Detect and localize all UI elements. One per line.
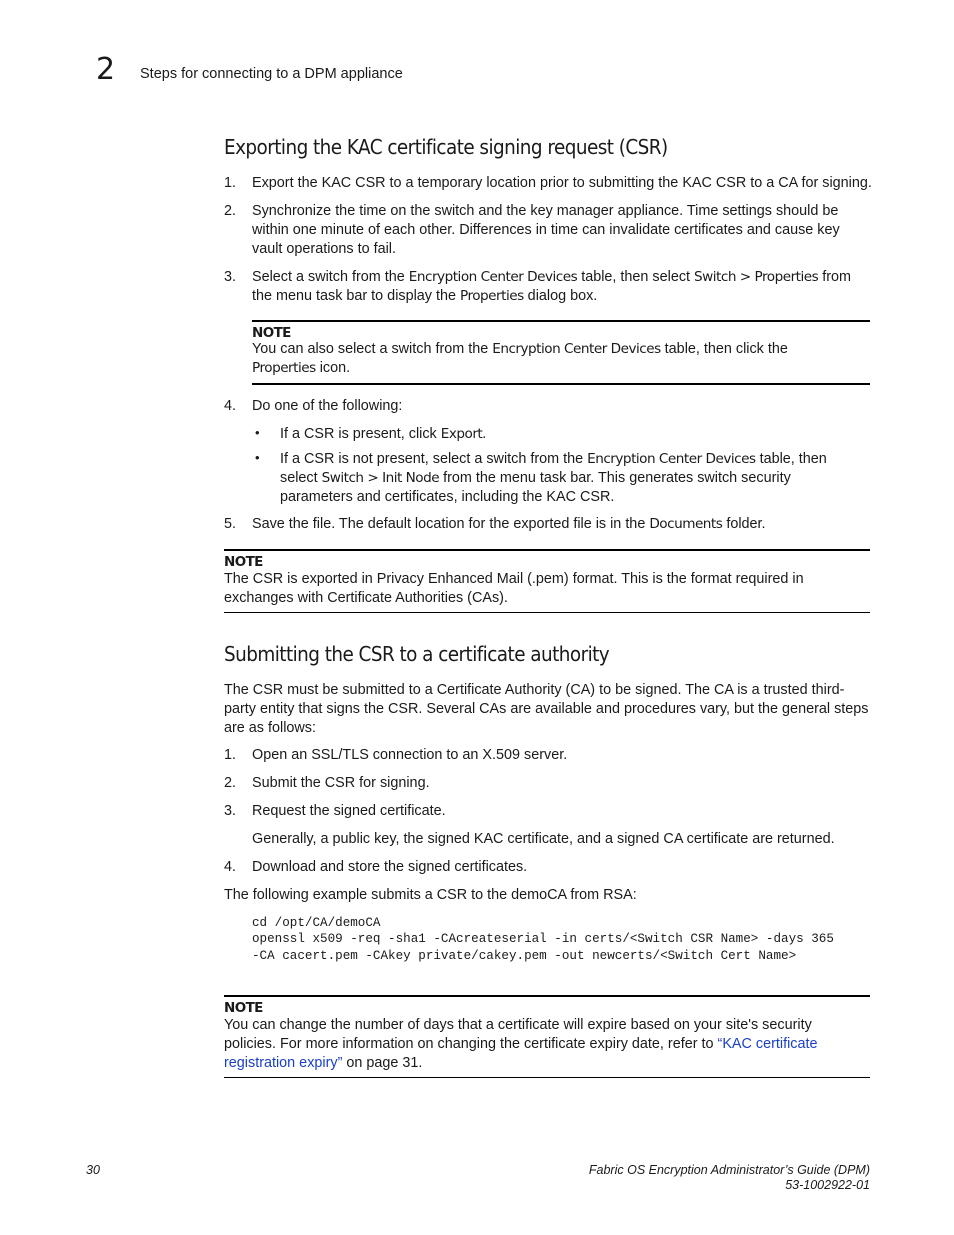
step-number: 4. xyxy=(224,859,237,875)
note-bottom-rule xyxy=(252,383,870,385)
step-save-file: Save the file. The default location for the exported file is in the Documents folder. xyxy=(252,516,766,532)
note-label: NOTE xyxy=(252,325,291,341)
step-open-connection: Open an SSL/TLS connection to an X.509 server. xyxy=(252,747,568,763)
code-line: -CA cacert.pem -CAkey private/cakey.pem -out newcerts/<Switch Cert Name> xyxy=(252,949,797,963)
bullet-item: If a CSR is present, click Export. xyxy=(280,426,487,442)
step-number: 2. xyxy=(224,775,237,791)
section-intro: The CSR must be submitted to a Certificate Authority (CA) to be signed. The CA is a trusted third-party entity that signs the CSR. Several CAs are available and procedures vary, but the general steps are as follows: xyxy=(224,682,869,736)
note-body: You can also select a switch from the Encryption Center Devices table, then click the Properties icon. xyxy=(252,341,788,376)
ui-term: Export xyxy=(440,426,483,442)
ui-term: Properties xyxy=(459,287,524,304)
step-number: 4. xyxy=(224,398,237,414)
section-heading-submit-csr: Submitting the CSR to a certificate authority xyxy=(224,642,610,666)
section-heading-export-csr: Exporting the KAC certificate signing request (CSR) xyxy=(224,135,668,159)
page-number: 30 xyxy=(86,1163,100,1177)
example-intro: The following example submits a CSR to the demoCA from RSA: xyxy=(224,887,637,903)
step-detail: Generally, a public key, the signed KAC certificate, and a signed CA certificate are returned. xyxy=(252,831,835,847)
code-line: cd /opt/CA/demoCA xyxy=(252,916,381,930)
running-header: Steps for connecting to a DPM appliance xyxy=(140,66,403,82)
note-top-rule xyxy=(224,549,870,551)
ui-term: Switch > Properties xyxy=(694,269,819,285)
note-body: The CSR is exported in Privacy Enhanced Mail (.pem) format. This is the format required in exchanges with Certificate Authorities (CAs). xyxy=(224,571,804,606)
cross-reference-link[interactable]: “KAC certificate registration expiry” xyxy=(224,1035,818,1071)
step-download-certificates: Download and store the signed certificates. xyxy=(252,859,528,875)
note-bottom-rule xyxy=(224,1077,870,1078)
ui-term: Switch > Init Node xyxy=(321,469,440,486)
step-number: 2. xyxy=(224,203,237,219)
step-select-switch: Select a switch from the Encryption Center Devices table, then select Switch > Properties from the menu task bar to display the Properties dialog box. xyxy=(252,269,851,304)
step-number: 3. xyxy=(224,803,237,819)
note-label: NOTE xyxy=(224,554,263,570)
ui-term: Encryption Center Devices xyxy=(492,341,661,357)
note-body: You can change the number of days that a certificate will expire based on your site's security policies. For more information on changing the certificate expiry date, refer to “KAC certificate registration expiry” on page 31. xyxy=(224,1017,818,1071)
ui-term: Properties xyxy=(252,359,316,376)
note-bottom-rule xyxy=(224,612,870,613)
note-top-rule xyxy=(252,320,870,322)
code-line: openssl x509 -req -sha1 -CAcreateserial -in certs/<Switch CSR Name> -days 365 xyxy=(252,932,834,946)
step-export-csr: Export the KAC CSR to a temporary location prior to submitting the KAC CSR to a CA for signing. xyxy=(252,175,872,191)
ui-term: Documents xyxy=(649,516,723,532)
ui-term: Encryption Center Devices xyxy=(408,269,578,285)
step-number: 1. xyxy=(224,175,237,191)
bullet-item: If a CSR is not present, select a switch from the Encryption Center Devices table, then select Switch > Init Node from the menu task bar. This generates switch security parameters and certificates, including the KAC CSR. xyxy=(280,451,827,505)
step-do-one: Do one of the following: xyxy=(252,398,403,414)
document-number: 53-1002922-01 xyxy=(785,1178,870,1192)
bullet-icon: • xyxy=(255,425,260,440)
bullet-icon: • xyxy=(255,450,260,465)
ui-term: Encryption Center Devices xyxy=(587,451,756,467)
step-synchronize-time: Synchronize the time on the switch and the key manager appliance. Time settings should be within one minute of each other. Differences in time can invalidate certificates and cause key vault operations to fail. xyxy=(252,203,840,257)
chapter-number: 2 xyxy=(96,52,116,87)
note-top-rule xyxy=(224,995,870,997)
step-number: 3. xyxy=(224,269,237,285)
step-request-certificate: Request the signed certificate. xyxy=(252,803,446,819)
step-submit-csr: Submit the CSR for signing. xyxy=(252,775,430,791)
step-number: 1. xyxy=(224,747,237,763)
document-title: Fabric OS Encryption Administrator’s Guide (DPM) xyxy=(588,1163,870,1177)
step-number: 5. xyxy=(224,516,237,532)
note-label: NOTE xyxy=(224,1000,263,1016)
